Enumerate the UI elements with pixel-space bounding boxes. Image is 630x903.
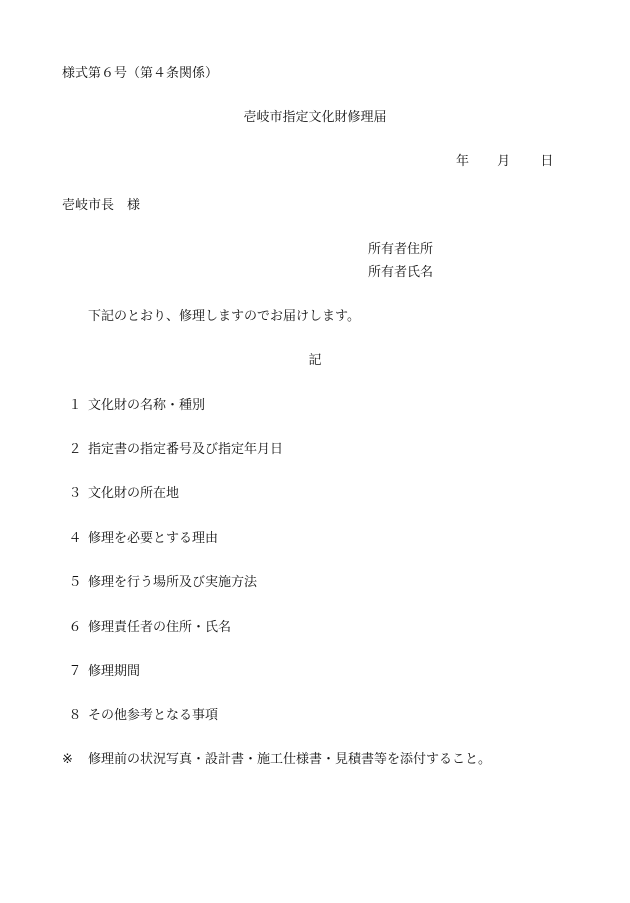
item-text: 修理を必要とする理由 xyxy=(88,531,219,546)
item-text: その他参考となる事項 xyxy=(88,708,219,723)
list-item xyxy=(62,443,283,456)
owner-name-label: 所有者氏名 xyxy=(368,265,434,280)
item-text: 修理責任者の住所・氏名 xyxy=(88,620,232,635)
date-year-label: 年 xyxy=(456,154,470,169)
item-number: ３ xyxy=(68,486,82,501)
item-number: ８ xyxy=(68,708,82,723)
item-text: 文化財の名称・種別 xyxy=(88,398,206,413)
item-text: 修理期間 xyxy=(88,664,141,679)
list-item xyxy=(62,487,179,500)
item-text: 文化財の所在地 xyxy=(88,486,180,501)
intro-text: 下記のとおり、修理しますのでお届けします。 xyxy=(88,309,360,324)
list-item xyxy=(62,399,205,412)
item-number: ２ xyxy=(68,442,82,457)
item-number: ５ xyxy=(68,575,82,590)
note-mark: ※ xyxy=(62,752,73,767)
list-item xyxy=(62,576,257,589)
date-line xyxy=(456,155,553,168)
form-number: 様式第６号（第４条関係） xyxy=(62,66,219,81)
item-number: ４ xyxy=(68,531,82,546)
owner-address-label: 所有者住所 xyxy=(368,242,434,257)
item-number: １ xyxy=(68,398,82,413)
list-item xyxy=(62,709,218,722)
item-number: ６ xyxy=(68,620,82,635)
item-text: 指定書の指定番号及び指定年月日 xyxy=(88,442,284,457)
ki-heading: 記 xyxy=(308,353,322,368)
list-item xyxy=(62,621,231,634)
addressee: 壱岐市長 様 xyxy=(62,198,141,213)
date-month-label: 月 xyxy=(497,154,511,169)
item-text: 修理を行う場所及び実施方法 xyxy=(88,575,258,590)
date-day-label: 日 xyxy=(540,154,554,169)
list-item xyxy=(62,665,140,678)
document-title: 壱岐市指定文化財修理届 xyxy=(243,110,387,125)
item-number: ７ xyxy=(68,664,82,679)
note-text: 修理前の状況写真・設計書・施工仕様書・見積書等を添付すること。 xyxy=(88,752,492,767)
list-item xyxy=(62,532,218,545)
attachment-note xyxy=(62,753,491,766)
